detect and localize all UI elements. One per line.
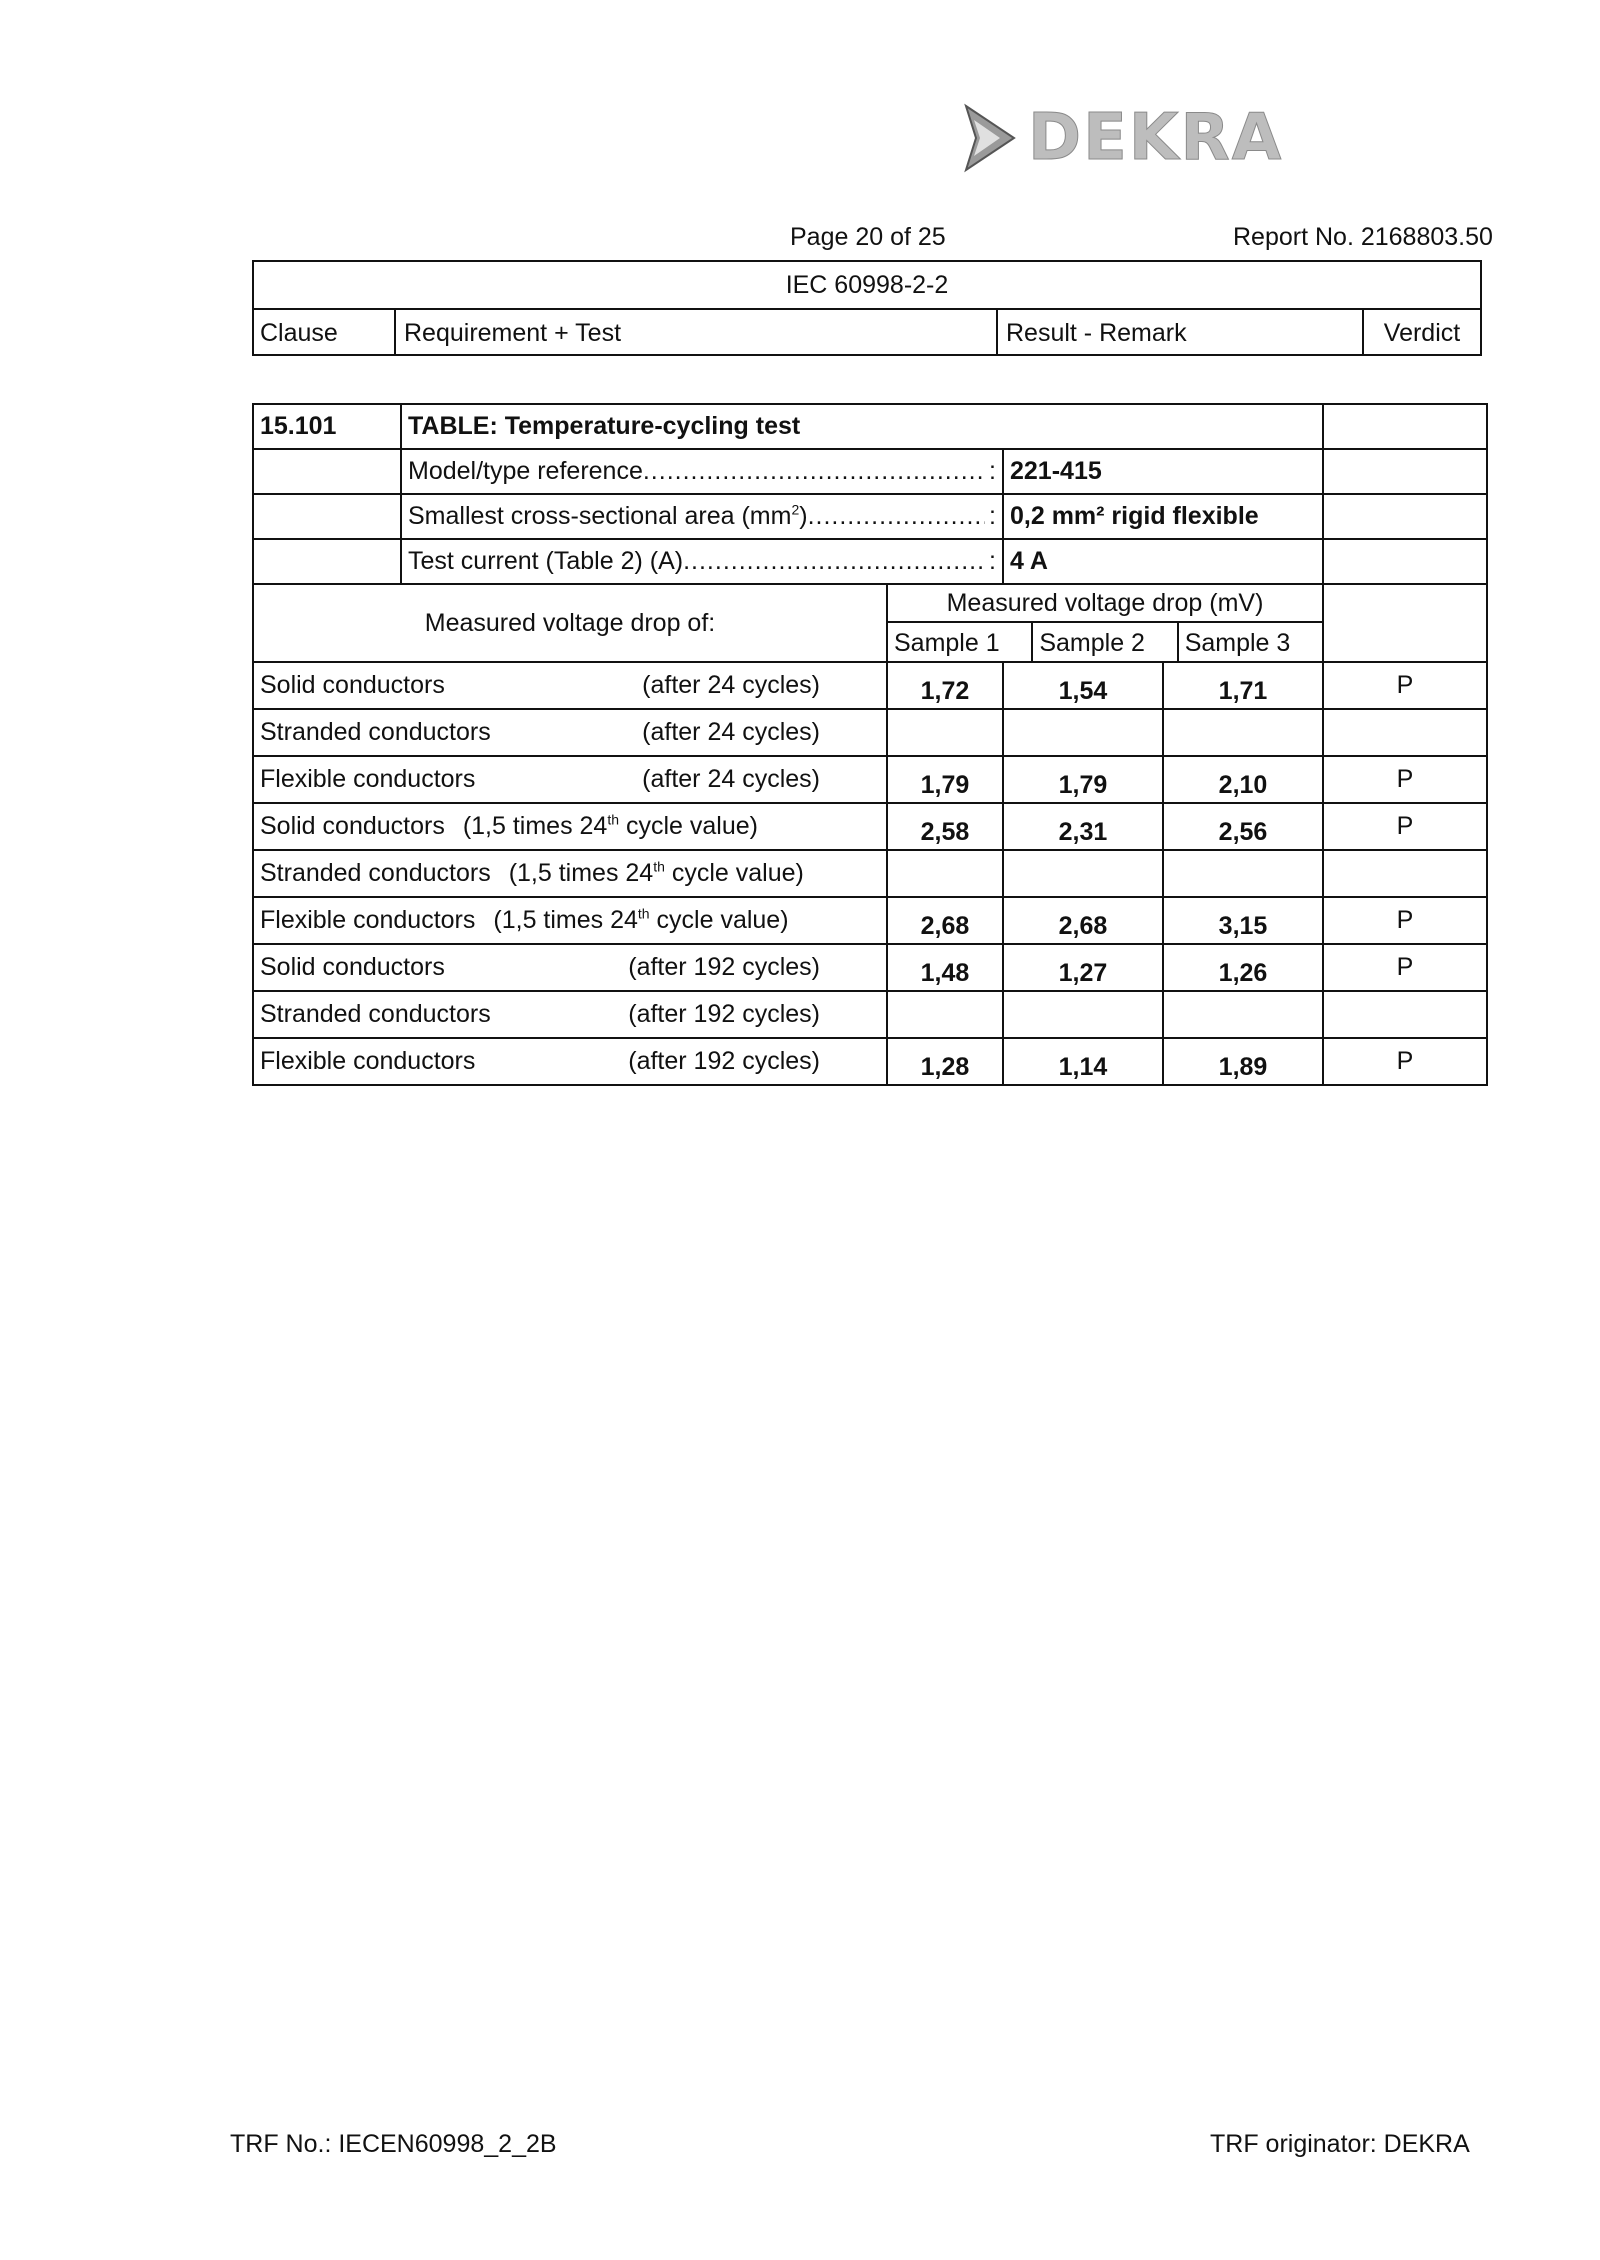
conductor-type: Flexible conductors	[260, 906, 476, 934]
sample-3-value: 1,26	[1163, 944, 1323, 991]
page-number: Page 20 of 25	[790, 223, 946, 251]
standard-title: IEC 60998-2-2	[254, 262, 1480, 310]
sample-2-value: 1,27	[1003, 944, 1163, 991]
table-row	[253, 709, 1487, 756]
cycle-condition: (after 24 cycles)	[642, 718, 820, 746]
sample-3-value: 3,15	[1163, 897, 1323, 944]
current-label: Test current (Table 2) (A)	[408, 547, 684, 575]
cycle-condition: (after 192 cycles)	[628, 1000, 820, 1028]
sample-1-value: 2,68	[887, 897, 1003, 944]
verdict-value: P	[1323, 803, 1487, 850]
dekra-logo	[960, 98, 1283, 178]
table-row	[253, 897, 1487, 944]
verdict-cell	[1323, 404, 1487, 449]
table-row	[253, 850, 1487, 897]
temperature-cycling-table	[252, 403, 1488, 1086]
table-row	[253, 991, 1487, 1038]
conductor-type: Solid conductors	[260, 953, 445, 981]
sample-3-value: 1,89	[1163, 1038, 1323, 1085]
sample-3-value: 2,10	[1163, 756, 1323, 803]
conductor-type: Solid conductors	[260, 812, 445, 840]
table-row	[253, 803, 1487, 850]
cycle-condition: (1,5 times 24th cycle value)	[493, 905, 789, 934]
model-label: Model/type reference	[408, 457, 643, 485]
sample-3-value: 1,71	[1163, 662, 1323, 709]
conductor-cell	[253, 944, 887, 991]
cycle-condition: (1,5 times 24th cycle value)	[508, 858, 804, 887]
conductor-cell	[253, 991, 887, 1038]
sample-3-value	[1163, 709, 1323, 756]
sample-2-value	[1003, 709, 1163, 756]
conductor-cell	[253, 850, 887, 897]
table-row	[253, 756, 1487, 803]
verdict-value: P	[1323, 897, 1487, 944]
current-row: Test current (Table 2) (A) ..... : 4 A	[253, 539, 1487, 584]
sample-1-value: 1,28	[887, 1038, 1003, 1085]
cycle-condition: (after 24 cycles)	[642, 765, 820, 793]
model-row: Model/type reference ..... : 221-415	[253, 449, 1487, 494]
current-value: 4 A	[1003, 539, 1323, 584]
verdict-value	[1323, 709, 1487, 756]
table-title-row	[253, 404, 1487, 449]
verdict-value: P	[1323, 662, 1487, 709]
table-row	[253, 944, 1487, 991]
sample-3-value	[1163, 850, 1323, 897]
conductor-type: Stranded conductors	[260, 1000, 491, 1028]
dekra-triangle-logo-icon	[960, 102, 1018, 174]
sample-1-header: Sample 1	[888, 623, 1033, 661]
sample-3-header: Sample 3	[1184, 629, 1291, 657]
trf-number: TRF No.: IECEN60998_2_2B	[230, 2130, 557, 2158]
report-number: Report No. 2168803.50	[1233, 223, 1493, 251]
header-columns	[254, 308, 1480, 354]
table-title: TABLE: Temperature-cycling test	[401, 404, 1323, 449]
col-result: Result - Remark	[998, 308, 1364, 354]
sample-2-value: 1,79	[1003, 756, 1163, 803]
sample-3-value: 2,56	[1163, 803, 1323, 850]
col-requirement: Requirement + Test	[396, 308, 998, 354]
sample-headers	[888, 623, 1322, 661]
sample-1-value: 1,48	[887, 944, 1003, 991]
trf-originator: TRF originator: DEKRA	[1210, 2130, 1470, 2158]
sample-1-value: 2,58	[887, 803, 1003, 850]
table-row	[253, 662, 1487, 709]
measured-of-label: Measured voltage drop of:	[253, 584, 887, 662]
sample-2-value: 1,14	[1003, 1038, 1163, 1085]
conductor-cell	[253, 803, 887, 850]
col-verdict: Verdict	[1383, 319, 1461, 347]
verdict-value: P	[1323, 1038, 1487, 1085]
conductor-type: Flexible conductors	[260, 765, 476, 793]
col-clause: Clause	[254, 308, 396, 354]
conductor-cell	[253, 1038, 887, 1085]
verdict-value: P	[1323, 944, 1487, 991]
verdict-value: P	[1323, 756, 1487, 803]
sample-3-value	[1163, 991, 1323, 1038]
verdict-value	[1323, 850, 1487, 897]
area-value: 0,2 mm² rigid flexible	[1003, 494, 1323, 539]
table-row	[253, 1038, 1487, 1085]
measured-mv-label: Measured voltage drop (mV)	[888, 585, 1322, 623]
sample-2-value	[1003, 850, 1163, 897]
conductor-cell	[253, 756, 887, 803]
conductor-type: Solid conductors	[260, 671, 445, 699]
sample-2-value: 2,68	[1003, 897, 1163, 944]
model-value: 221-415	[1003, 449, 1323, 494]
sample-1-value	[887, 709, 1003, 756]
conductor-cell	[253, 662, 887, 709]
area-label: Smallest cross-sectional area $(mm^2)$	[408, 501, 808, 530]
cycle-condition: (after 192 cycles)	[628, 1047, 820, 1075]
sample-2-value: 1,54	[1003, 662, 1163, 709]
conductor-cell	[253, 897, 887, 944]
conductor-cell	[253, 709, 887, 756]
sample-1-value	[887, 991, 1003, 1038]
sample-1-value: 1,72	[887, 662, 1003, 709]
sample-1-value: 1,79	[887, 756, 1003, 803]
conductor-type: Stranded conductors	[260, 718, 491, 746]
cycle-condition: (1,5 times 24th cycle value)	[462, 811, 758, 840]
sample-2-header: Sample 2	[1033, 623, 1178, 661]
conductor-type: Stranded conductors	[260, 859, 491, 887]
verdict-value	[1323, 991, 1487, 1038]
measure-header-row	[253, 584, 1487, 662]
header-box	[252, 260, 1482, 356]
area-row: Smallest cross-sectional area $(mm^2)$ ..... : 0,2 mm² rigid flexible	[253, 494, 1487, 539]
conductor-type: Flexible conductors	[260, 1047, 476, 1075]
logo-text: DEKRA	[1028, 101, 1284, 175]
sample-1-value	[887, 850, 1003, 897]
sample-2-value	[1003, 991, 1163, 1038]
cycle-condition: (after 192 cycles)	[628, 953, 820, 981]
sample-2-value: 2,31	[1003, 803, 1163, 850]
clause-number: 15.101	[253, 404, 401, 449]
cycle-condition: (after 24 cycles)	[642, 671, 820, 699]
